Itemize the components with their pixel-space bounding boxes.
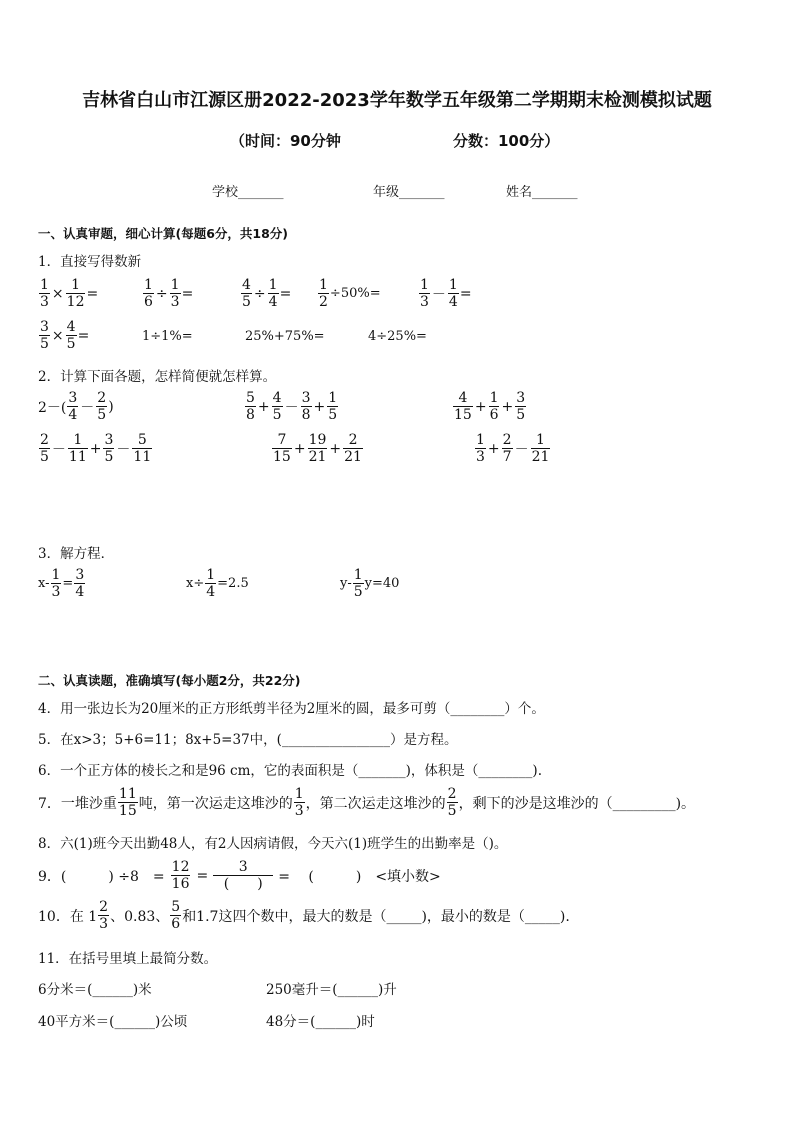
- section2-heading: 二、认真读题，准确填写(每小题2分，共22分): [38, 673, 301, 688]
- grade-field: 年级_______: [373, 185, 445, 200]
- q2-expr-6: $\frac{1}{3}$ + $\frac{2}{7}$ － $\frac{1}{21}$: [476, 432, 550, 465]
- q1-item-c: $\frac{4}{5}$ ÷ $\frac{1}{4}$ =: [242, 277, 292, 310]
- q5-text: 5．在x>3；5+6=11；8x+5=37中，(________________）是方程。: [38, 732, 458, 748]
- q2-expr-5: $\frac{7}{15}$ + $\frac{19}{21}$ + $\frac{2}{21}$: [273, 432, 362, 465]
- q2-expr-3: $\frac{4}{15}$ + $\frac{1}{6}$ + $\frac{3}{5}$: [454, 390, 526, 423]
- q2-expr-1: 2－( $\frac{3}{4}$ － $\frac{2}{5}$ ): [38, 390, 114, 423]
- q8-text: 8．六(1)班今天出勤48人，有2人因病请假，今天六(1)班学生的出勤率是（)。: [38, 836, 508, 852]
- q1-item-e: $\frac{1}{3}$ － $\frac{1}{4}$ =: [420, 277, 472, 310]
- q1-item-h: 25%+75%=: [245, 329, 325, 344]
- q2-label: 2．计算下面各题，怎样简便就怎样算。: [38, 369, 277, 385]
- q2-expr-4: $\frac{2}{5}$ － $\frac{1}{11}$ + $\frac{3}{5}$ － $\frac{5}{11}$: [40, 432, 152, 465]
- q1-item-b: $\frac{1}{6}$ ÷ $\frac{1}{3}$ =: [144, 277, 194, 310]
- q7-text: 7．一堆沙重 $\frac{11}{15}$ 吨，第一次运走这堆沙的 $\frac{1}{3}$ ，第二次运走这堆沙的 $\frac{2}{5}$ ，剩下的沙是这堆沙的（_________)。: [38, 786, 696, 819]
- q1-item-d: $\frac{1}{2}$ ÷50%=: [319, 277, 381, 310]
- q11-item-c: 40平方米＝(______)公顷: [38, 1014, 188, 1030]
- exam-score: 分数：100分）: [453, 132, 560, 150]
- q6-text: 6．一个正方体的棱长之和是96 cm，它的表面积是（_______)，体积是（________).: [38, 763, 542, 779]
- q1-label: 1．直接写得数新: [38, 254, 142, 270]
- q1-item-f: $\frac{3}{5}$ × $\frac{4}{5}$ =: [40, 319, 90, 352]
- section1-heading: 一、认真审题，细心计算(每题6分，共18分): [38, 226, 289, 241]
- q3-equation-b: x÷ $\frac{1}{4}$ =2.5: [186, 567, 249, 600]
- q11-item-d: 48分＝(______)时: [266, 1014, 375, 1030]
- name-field: 姓名_______: [506, 185, 578, 200]
- q2-expr-2: $\frac{5}{8}$ + $\frac{4}{5}$ － $\frac{3}{8}$ + $\frac{1}{5}$: [246, 390, 338, 423]
- q11-item-a: 6分米＝(______)米: [38, 982, 152, 998]
- q3-equation-c: y- $\frac{1}{5}$ y=40: [340, 567, 400, 600]
- q1-item-i: 4÷25%=: [368, 329, 427, 344]
- q4-text: 4．用一张边长为20厘米的正方形纸剪半径为2厘米的圆，最多可剪（________）个。: [38, 701, 545, 717]
- q3-equation-a: x- $\frac{1}{3}$ = $\frac{3}{4}$: [38, 567, 85, 600]
- q11-item-b: 250毫升＝(______)升: [266, 982, 397, 998]
- page-title: 吉林省白山市江源区册2022-2023学年数学五年级第二学期期末检测模拟试题: [82, 90, 712, 111]
- school-field: 学校_______: [212, 185, 284, 200]
- q1-item-a: $\frac{1}{3}$ × $\frac{1}{12}$ =: [40, 277, 99, 310]
- exam-time: （时间：90分钟: [230, 132, 341, 150]
- q10-text: 10．在 1 $\frac{2}{3}$ 、0.83、 $\frac{5}{6}$ 和1.7这四个数中，最大的数是（_____)，最小的数是（_____).: [38, 899, 570, 932]
- q11-label: 11．在括号里填上最简分数。: [38, 951, 218, 967]
- q1-item-g: 1÷1%=: [142, 329, 193, 344]
- q3-label: 3．解方程．: [38, 546, 115, 562]
- q9-text: 9．( ) ÷8 = $\frac{12}{16}$ = $\frac{3}{( )}$ = ( ) <填小数>: [38, 859, 441, 892]
